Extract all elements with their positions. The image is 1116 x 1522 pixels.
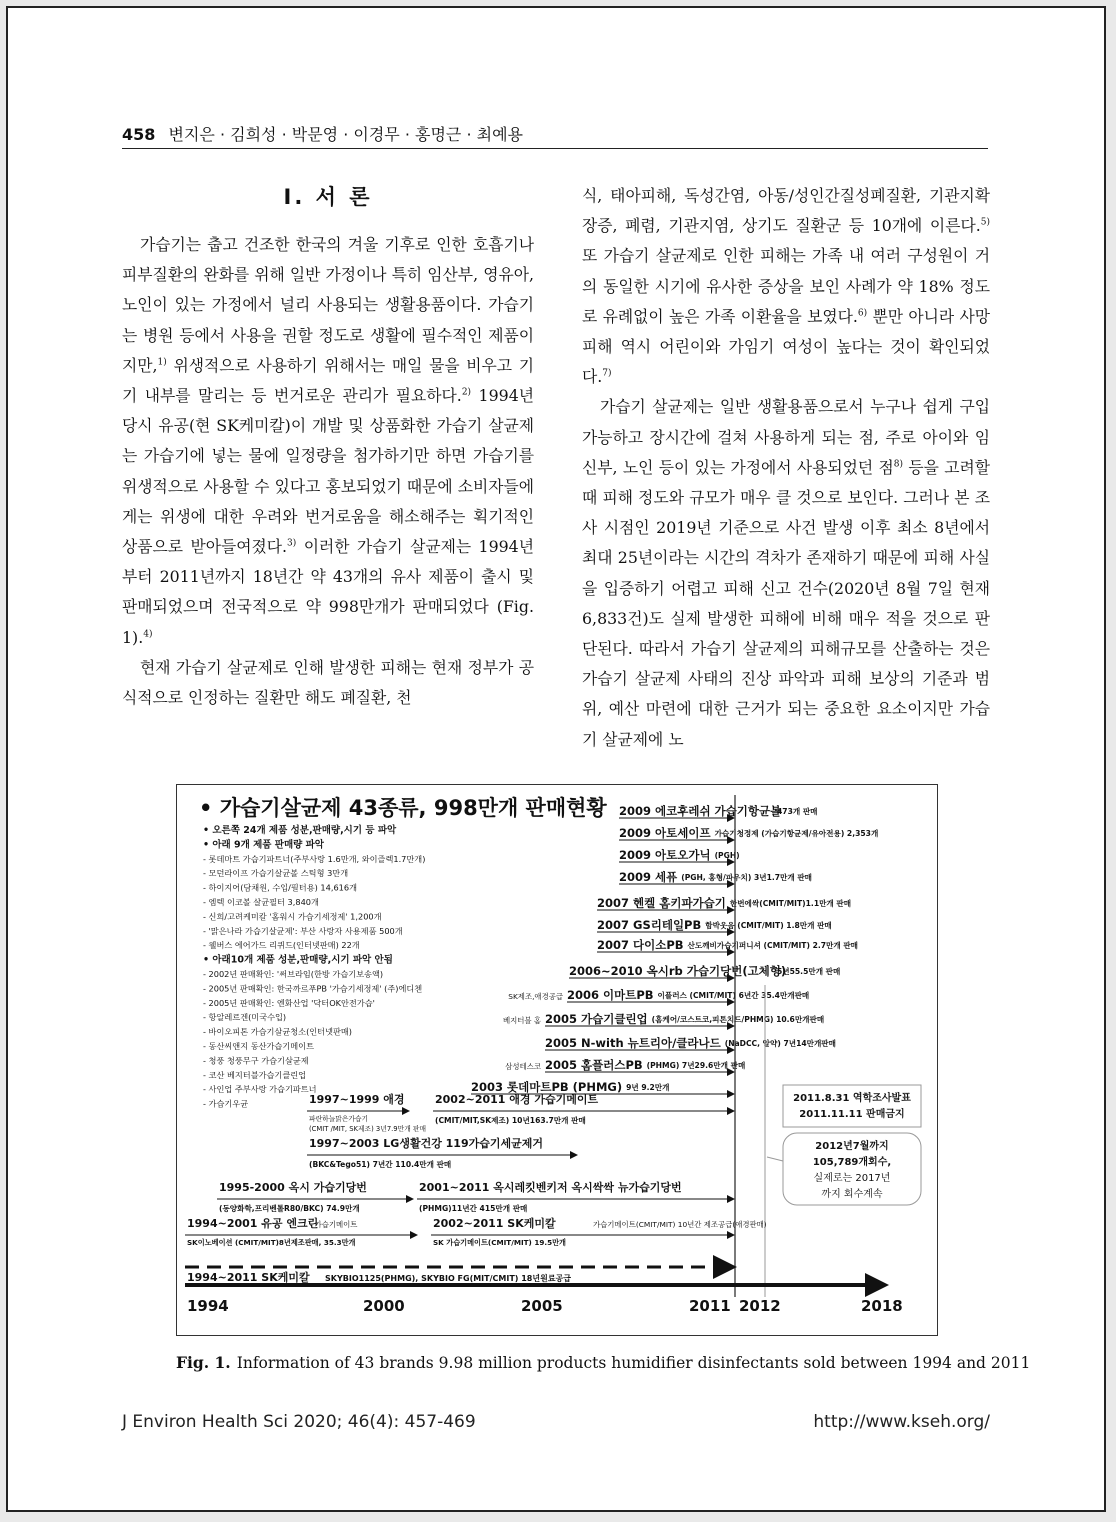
timeline-bar-detail: SK 가습기메이트(CMIT/MIT) 19.5만개 [433, 1238, 566, 1247]
product-row-label: 2007 헨켈 홈키파가습기 [597, 896, 726, 910]
timeline-bar-detail: SKYBIO1125(PHMG), SKYBIO FG(MIT/CMIT) 18년원료공급 [325, 1274, 572, 1283]
left-list-item: - 모던라이프 가습기살균볼 스틱형 3만개 [203, 868, 349, 879]
axis-year-label: 2011 [689, 1297, 731, 1315]
ref-marker: 7) [602, 368, 612, 379]
product-row-label: 2005 N-with 뉴트리아/클라나드 [545, 1036, 721, 1050]
journal-citation: J Environ Health Sci 2020; 46(4): 457-469 [122, 1412, 476, 1432]
axis-year-label: 2012 [739, 1297, 781, 1315]
axis-labels [187, 1297, 903, 1315]
timeline-bar-detail: (CMIT/MIT,SK제조) 10년163.7만개 판매 [435, 1116, 586, 1125]
left-list-item: - 항알레르겐(미국수입) [203, 1012, 287, 1023]
product-row-detail: (PHMG) 7년29.6만개 판매 [646, 1061, 746, 1070]
timeline-bar-detail: SK이노베이션 (CMIT/MIT)8년제조판매, 35.3만개 [187, 1238, 356, 1247]
timeline-bar-label: 1995-2000 옥시 가습기당번 [219, 1181, 367, 1194]
timeline-bar-detail: (PHMG)11년간 415만개 판매 [419, 1204, 528, 1213]
timeline-bar-label: 2001~2011 옥시레킷벤키저 옥시싹싹 뉴가습기당번 [419, 1181, 682, 1194]
product-row-label: 2009 아토오가닉 [619, 848, 711, 862]
row-prefix: SK제조,애경공급 [508, 992, 563, 1001]
timeline-bar-detail: 가습기메이트 [314, 1220, 358, 1229]
left-list-item: - 코산 베지터블가습기클린업 [203, 1069, 307, 1080]
ref-marker: 5) [980, 217, 990, 228]
product-row-label: 2005 홈플러스PB [545, 1058, 643, 1072]
page-number: 458 [122, 125, 156, 144]
timeline-bar-detail: (동양화학,프리벤톨R80/BKC) 74.9만개 [219, 1204, 360, 1213]
timeline-bar-detail: (CMIT /MIT, SK제조) 3년7.9만개 판매 [309, 1125, 427, 1133]
product-row-detail: 함박웃음 (CMIT/MIT) 1.8만개 판매 [705, 921, 832, 930]
right-list [471, 804, 878, 1094]
left-list-item: - 동산씨앤지 동산가습기메이트 [203, 1041, 314, 1051]
product-row-label: 2006~2010 옥시rb 가습기당번(고체형) [569, 964, 787, 978]
product-row-label: 2003 롯데마트PB (PHMG) [471, 1080, 623, 1094]
product-row-detail: (홈케어/코스트코,피톤치드/PHMG) 10.6만개판매 [651, 1015, 825, 1024]
product-row-label: 2009 아토세이프 [619, 826, 711, 840]
product-row-label: 2006 이마트PB [567, 988, 654, 1002]
product-row-label: 2009 세퓨 [619, 870, 678, 884]
product-row-label: 2007 다이소PB [597, 938, 684, 952]
left-list-item: - 청풍 청풍무구 가습기살균제 [203, 1055, 309, 1066]
timeline-bar-label: 1994~2001 유공 엔크린 [187, 1217, 319, 1230]
product-row-detail: (NaDCC, 알약) 7년14만개판매 [724, 1039, 836, 1048]
callout-line: 105,789개회수, [812, 1157, 892, 1168]
product-row-detail: (PGH, 홍형/파우치) 3년1.7만개 판매 [681, 873, 813, 882]
axis-year-label: 2018 [861, 1297, 903, 1315]
callout-pointer [767, 1157, 783, 1161]
left-list-item: • 아래10개 제품 성분,판매량,시기 파악 안됨 [203, 954, 393, 966]
left-list-item: - 2002년 판매확인: '써브라임(한방 가습기보송액) [203, 969, 384, 979]
left-column [122, 178, 534, 713]
ref-marker: 8) [893, 459, 904, 470]
timeline-bar-detail: (BKC&Tego51) 7년간 110.4만개 판매 [309, 1160, 452, 1169]
product-row-detail: 산도깨비가습기퍼니셔 (CMIT/MIT) 2.7만개 판매 [687, 941, 859, 950]
product-row-detail: (PGH) [714, 851, 740, 860]
row-prefix: 베지터블 홈 [502, 1016, 541, 1025]
callout-ban [783, 1085, 921, 1127]
running-head [122, 124, 988, 149]
ref-marker: 3) [287, 538, 297, 549]
left-list-item: - 바이오피톤 가습기살균청소(인터넷판매) [203, 1026, 353, 1037]
axis-year-label: 2005 [521, 1297, 563, 1315]
paragraph-intro: 가습기는 춥고 건조한 한국의 겨울 기후로 인한 호흡기나 피부질환의 완화를 위해 일반 가정이나 특히 임산부, 영유아, 노인이 있는 가정에서 널리 사용되는 생활용품이다. 가습기는 병원 등에서 사용을 권할 정도로 생활에 필수적인 제품이지만,$^{1)}$ 위생적으로 사용하기 위해서는 매일 물을 비우고 기기 내부를 말리는 등 번거로운 관리가 필요하다.$^{2)}$ 1994년 당시 유공(현 SK케미칼)이 개발 및 상품화한 가습기 살균제는 가습기에 넣는 물에 일정량을 첨가하기만 하면 가습기를 위생적으로 사용할 수 있다고 홍보되었기 때문에 소비자들에게는 위생에 대한 우려와 번거로움을 해소해주는 획기적인 상품으로 받아들여졌다.$^{3)}$ 이러한 가습기 살균제는 1994년부터 2011년까지 18년간 약 43개의 유사 제품이 출시 및 판매되었으며 전국적으로 약 998만개가 판매되었다 (Fig. 1).$^{4)}$ [122, 235, 534, 647]
caption-label: Fig. 1. [176, 1353, 231, 1372]
journal-url: http://www.kseh.org/ [813, 1412, 990, 1432]
callout-line: 2011.8.31 역학조사발표 [793, 1093, 911, 1104]
left-list-item: - 롯데마트 가습기파트너(주부사랑 1.6만개, 와이즐렉1.7만개) [203, 853, 426, 864]
product-row-label: 2009 에코후레쉬 가습기항균볼 [619, 804, 782, 818]
left-list-item: - 가습기우균 [203, 1098, 249, 1109]
left-list-item: - 2005년 판매확인: 엔화산업 '닥터OK안전가습' [203, 997, 375, 1008]
left-list-item: - 하이지어(담채원, 수입/필터용) 14,616개 [203, 882, 357, 893]
figure-caption [176, 1352, 1031, 1374]
timeline-bar-label: 1997~1999 애경 [309, 1093, 405, 1106]
left-list-item: - 사인업 주부사랑 가습기파트너 [203, 1084, 317, 1095]
left-list-item: - '맑은나라 가습기살균제': 부산 사랑자 사용제품 500개 [203, 925, 403, 936]
figure-title: • 가습기살균제 43종류, 998만개 판매현황 [199, 796, 607, 820]
left-list-item: - 웰버스 에어가드 리퀴드(인터넷판매) 22개 [203, 940, 360, 951]
timeline-bar-detail: 파란하늘맑은가습기 [309, 1115, 369, 1123]
callout-line: 까지 회수계속 [821, 1189, 883, 1200]
callout-line: 실제로는 2017년 [813, 1173, 891, 1184]
paragraph-damage: 현재 가습기 살균제로 인해 발생한 피해는 현재 정부가 공식적으로 인정하는 질환만 해도 폐질환, 천 [122, 657, 534, 708]
product-row-label: 2005 가습기클린업 [545, 1012, 648, 1026]
figure-1 [176, 784, 938, 1336]
timeline-bars [185, 1092, 767, 1284]
product-row-detail: 가습기청정제 (가습기항균제/유아전용) 2,353개 [714, 829, 879, 838]
left-list [203, 824, 425, 1109]
right-column [582, 181, 990, 755]
caption-text: Information of 43 brands 9.98 million products humidifier disinfectants sold between 1994 and 2011 [236, 1354, 1031, 1372]
row-prefix: 삼성테스코 [505, 1062, 541, 1071]
callout-line: 2011.11.11 판매금지 [799, 1109, 905, 1120]
ref-marker: 2) [461, 387, 472, 398]
timeline-bar-label: 2002~2011 애경 가습기메이트 [435, 1093, 599, 1106]
timeline-bar-detail: 가습기메이트(CMIT/MIT) 10년간 제조공급(애경판매) [593, 1220, 767, 1229]
section-title: I. 서 론 [283, 185, 373, 209]
left-list-item: - 신희/고려케미칼 '홈워시 가습기세정제' 1,200개 [203, 911, 382, 922]
left-list-item: - 2005년 판매확인: 한국까르푸PB '가습기세정제' (주)에디첸 [203, 983, 423, 994]
product-row-detail: 9년 9.2만개 [626, 1083, 670, 1092]
product-row-detail: 이플러스 (CMIT/MIT) 6년간 35.4만개판매 [657, 991, 810, 1000]
timeline-bar-label: 1997~2003 LG생활건강 119가습기세균제거 [309, 1137, 543, 1150]
paragraph-damage-cont: 식, 태아피해, 독성간염, 아동/성인간질성폐질환, 기관지확장증, 폐렴, 기관지염, 상기도 질환군 등 10개에 이른다.$^{5)}$ 또 가습기 살균제로 인한 피해는 가족 내 여러 구성원이 거의 동일한 시기에 유사한 증상을 보인 사례가 약 18% 정도로 유례없이 높은 가족 이환율을 보였다.$^{6)}$ 뿐만 아니라 사망 피해 역시 어린이와 가임기 여성이 높다는 것이 확인되었다.$^{7)}$ [582, 186, 990, 387]
product-row-detail: 한번에싹(CMIT/MIT)1.1만개 판매 [729, 899, 852, 908]
author-list: 변지은 · 김희성 · 박문영 · 이경무 · 홍명근 · 최예용 [168, 125, 523, 144]
left-list-item: • 오른쪽 24개 제품 성분,판매량,시기 등 파악 [203, 825, 397, 836]
paragraph-scale: 가습기 살균제는 일반 생활용품으로서 누구나 쉽게 구입 가능하고 장시간에 걸쳐 사용하게 되는 점, 주로 아이와 임신부, 노인 등이 있는 가정에서 사용되었던 점$^{8)}$ 등을 고려할 때 피해 정도와 규모가 매우 클 것으로 보인다. 그러나 본 조사 시점인 2019년 기준으로 사건 발생 이후 최소 8년에서 최대 25년이라는 시간의 격차가 존재하기 때문에 피해 사실을 입증하기 어렵고 피해 신고 건수(2020년 8월 7일 현재 6,833건)도 실제 발생한 피해에 비해 매우 적을 것으로 판단된다. 따라서 가습기 살균제의 피해규모를 산출하는 것은 가습기 살균제 사태의 진상 파악과 피해 보상의 기준과 범위, 예산 마련에 대한 근거가 되는 중요한 요소이지만 가습기 살균제에 노 [582, 397, 991, 749]
timeline-bar-label: 2002~2011 SK케미칼 [433, 1217, 556, 1230]
axis-year-label: 1994 [187, 1297, 229, 1315]
ref-marker: 4) [143, 629, 153, 640]
ref-marker: 1) [157, 357, 167, 368]
timeline-bar-label: 1994~2011 SK케미칼 [187, 1271, 310, 1284]
ref-marker: 6) [857, 308, 868, 319]
left-list-item: • 아래 9개 제품 판매량 파악 [203, 839, 324, 851]
callout-line: 2012년7월까지 [815, 1141, 889, 1152]
product-row-label: 2007 GS리테일PB [597, 918, 702, 932]
product-row-detail: 473개 판매 [777, 807, 818, 816]
product-row-detail: 5년55.5만개 판매 [777, 967, 841, 976]
timeline-figure [177, 785, 937, 1335]
axis-year-label: 2000 [363, 1297, 405, 1315]
left-list-item: - 엠텍 이코볼 살균필터 3,840개 [203, 897, 319, 907]
